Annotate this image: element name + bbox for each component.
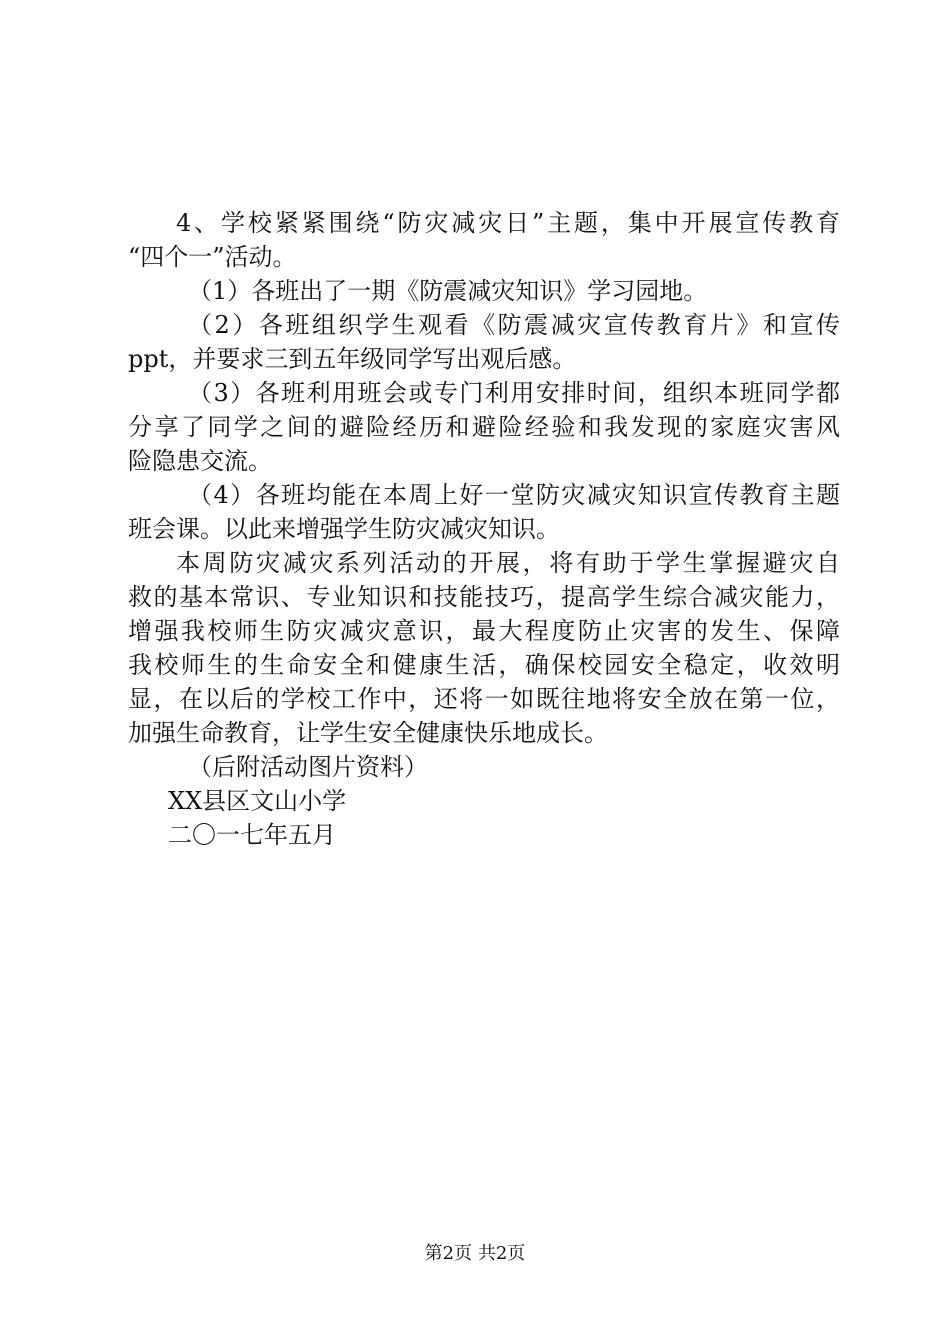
- list-item-1: （1）各班出了一期《防震减灾知识》学习园地。: [188, 277, 708, 305]
- summary-paragraph-line-1: 本周防灾减灾系列活动的开展，将有助于学生掌握避灾自: [176, 549, 840, 577]
- summary-paragraph-line-4: 我校师生的生命安全和健康生活，确保校园安全稳定，收效明: [128, 651, 840, 679]
- list-item-4-line-2: 班会课。以此来增强学生防灾减灾知识。: [128, 515, 560, 543]
- list-item-2-line-2: ppt，并要求三到五年级同学写出观后感。: [128, 345, 577, 373]
- signature-school: XX县区文山小学: [168, 787, 347, 815]
- paragraph-item-4-line-2: “四个一”活动。: [128, 243, 297, 271]
- document-body: [128, 206, 840, 852]
- summary-paragraph-line-2: 救的基本常识、专业知识和技能技巧，提高学生综合减灾能力，: [128, 583, 840, 611]
- summary-paragraph-line-6: 加强生命教育，让学生安全健康快乐地成长。: [128, 719, 608, 747]
- summary-paragraph-line-3: 增强我校师生防灾减灾意识，最大程度防止灾害的发生、保障: [128, 617, 840, 645]
- list-item-3-line-1: （3）各班利用班会或专门利用安排时间，组织本班同学都: [188, 379, 840, 407]
- list-item-4-line-1: （4）各班均能在本周上好一堂防灾减灾知识宣传教育主题: [188, 481, 840, 509]
- list-item-2-line-1: （2）各班组织学生观看《防震减灾宣传教育片》和宣传: [188, 311, 840, 339]
- list-item-3-line-3: 险隐患交流。: [128, 447, 272, 475]
- summary-paragraph-line-5: 显，在以后的学校工作中，还将一如既往地将安全放在第一位，: [128, 685, 840, 713]
- list-item-3-line-2: 分享了同学之间的避险经历和避险经验和我发现的家庭灾害风: [128, 413, 840, 441]
- page-footer: [0, 1242, 950, 1266]
- signature-date: 二〇一七年五月: [168, 821, 336, 849]
- paragraph-item-4-line-1: 4、学校紧紧围绕“防灾减灾日”主题，集中开展宣传教育: [176, 209, 840, 237]
- attachment-note: （后附活动图片资料）: [188, 753, 428, 781]
- page-number-label: 第2页 共2页: [424, 1243, 526, 1264]
